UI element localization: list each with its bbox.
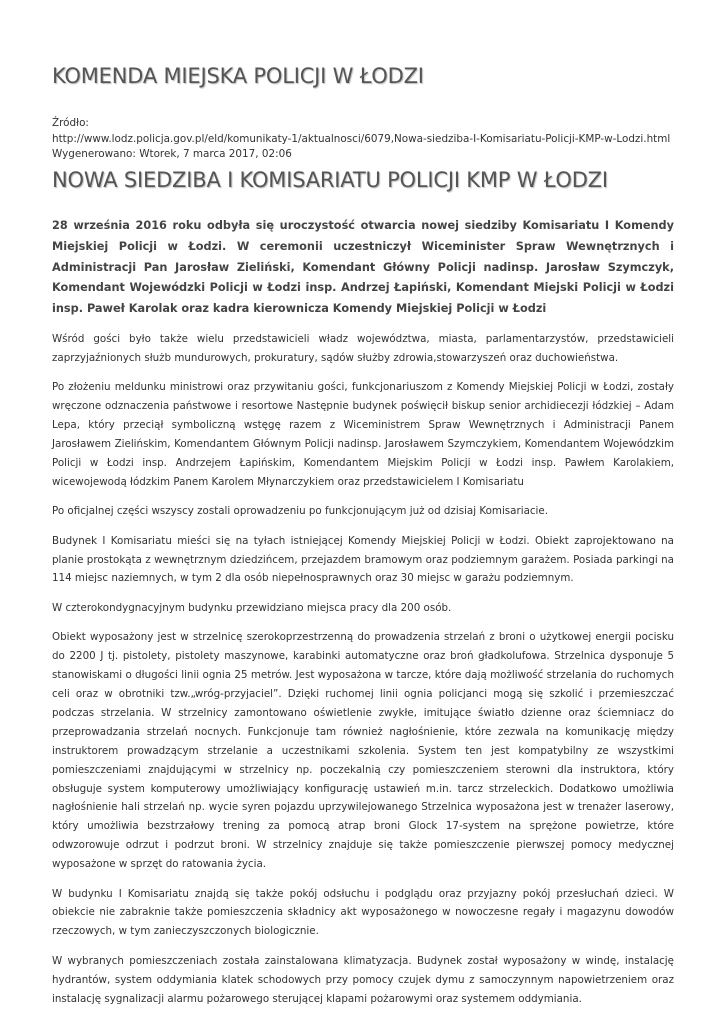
source-label: Źródło:	[52, 117, 89, 129]
article-title: NOWA SIEDZIBA I KOMISARIATU POLICJI KMP W ŁODZI	[52, 168, 608, 192]
site-title: KOMENDA MIEJSKA POLICJI W ŁODZI	[52, 64, 424, 88]
source-url: http://www.lodz.policja.gov.pl/eld/komunikaty-1/aktualnosci/6079,Nowa-siedziba-I-Komisariatu-Policji-KMP-w-Lodzi.html	[52, 132, 671, 145]
article-lead: 28 września 2016 roku odbyła się uroczystość otwarcia nowej siedziby Komisariatu I Komendy Miejskiej Policji w Łodzi. W ceremonii uczestniczył Wiceminister Spraw Wewnętrznych i Administracji Pan Jarosław Zieliński, Komendant Główny Policji nadinsp. Jarosław Szymczyk, Komendant Wojewódzki Policji w Łodzi insp. Andrzej Łapiński, Komendant Miejski Policji w Łodzi insp. Paweł Karolak oraz kadra kierownicza Komendy Miejskiej Policji w Łodzi	[52, 219, 674, 316]
paragraph: W budynku I Komisariatu znajdą się także pokój odsłuchu i podglądu oraz przyjazny pokój przesłuchań dzieci. W obiekcie nie zabraknie także pomieszczenia składnicy akt wyposażonego w nowoczesne regały i magazynu dowodów rzeczowych, w tym zanieczyszczonych biologicznie.	[52, 887, 674, 938]
paragraph: Po oficjalnej części wszyscy zostali oprowadzeniu po funkcjonującym już od dzisiaj Komisariacie.	[52, 505, 549, 518]
paragraph: Po złożeniu meldunku ministrowi oraz przywitaniu gości, funkcjonariuszom z Komendy Miejskiej Policji w Łodzi, zostały wręczone odznaczenia państwowe i resortowe Następnie budynek poświęcił biskup senior archidiecezji łódzkiej – Adam Lepa, który przeciął symboliczną wstęgę razem z Wiceministrem Spraw Wewnętrznych i Administracji Panem Jarosławem Zielińskim, Komendantem Głównym Policji nadinsp. Jarosławem Szymczykiem, Komendantem Wojewódzkim Policji w Łodzi insp. Andrzejem Łapińskim, Komendantem Miejskim Policji w Łodzi insp. Pawłem Karolakiem, wicewojewodą łódzkim Panem Karolem Młynarczykiem oraz przedstawicielem I Komisariatu	[52, 381, 674, 488]
paragraph: Budynek I Komisariatu mieści się na tyłach istniejącej Komendy Miejskiej Policji w Łodzi. Obiekt zaprojektowano na planie prostokąta z wewnętrznym dziedzińcem, przejazdem bramowym oraz podziemnym garażem. Posiada parkingi na 114 miejsc naziemnych, w tym 2 dla osób niepełnosprawnych oraz 30 miejsc w garażu podziemnym.	[52, 534, 674, 585]
paragraph: W wybranych pomieszczeniach została zainstalowana klimatyzacja. Budynek został wyposażony w windę, instalację hydrantów, system oddymiania klatek schodowych przy pomocy czujek dymu z samoczynnym napowietrzeniem oraz instalację sygnalizacji alarmu pożarowego sterującej klapami pożarowymi oraz systemem oddymiania.	[52, 954, 674, 1005]
article-body	[52, 330, 674, 1019]
paragraph: Wśród gości było także wielu przedstawicieli władz województwa, miasta, parlamentarzystów, przedstawicieli zaprzyjaźnionych służb mundurowych, prokuratury, sądów służby zdrowia,stowarzyszeń oraz duchowieństwa.	[52, 333, 674, 364]
generated-timestamp: Wygenerowano: Wtorek, 7 marca 2017, 02:06	[52, 148, 292, 160]
source-meta	[52, 116, 670, 163]
paragraph: W czterokondygnacyjnym budynku przewidziano miejsca pracy dla 200 osób.	[52, 601, 452, 614]
paragraph: Obiekt wyposażony jest w strzelnicę szerokoprzestrzenną do prowadzenia strzelań z broni o użytkowej energii pocisku do 2200 J tj. pistolety, pistolety maszynowe, karabinki automatyczne oraz broń gładkolufowa. Strzelnica dysponuje 5 stanowiskami o długości linii ognia 25 metrów. Jest wyposażona w tarcze, które dają możliwość strzelania do ruchomych celi oraz w obrotniki tzw.„wróg-przyjaciel”. Dzięki ruchomej linii ognia policjanci mogą się szkolić i przemieszczać podczas strzelania. W strzelnicy zamontowano oświetlenie zwykłe, imitujące światło dzienne oraz ściemniacz do przeprowadzania strzelań nocnych. Funkcjonuje tam również nagłośnienie, które zezwala na komunikację między instruktorem prowadzącym strzelanie a uczestnikami szkolenia. System ten jest kompatybilny ze wszystkimi pomieszczeniami znajdującymi w strzelnicy np. poczekalnią czy pomieszczeniem sterowni dla instruktora, który obsługuje system komputerowy umożliwiający konfigurację ustawień m.in. tarcz strzeleckich. Dodatkowo umożliwia nagłośnienie hali strzelań np. wycie syren pojazdu uprzywilejowanego Strzelnica wyposażona jest w trenażer laserowy, który umożliwia bezstrzałowy trening za pomocą atrap broni Glock 17-system na sprężone powietrze, które odwzorowuje odrzut i podrzut broni. W strzelnicy znajduje się także pomieszczenie pierwszej pomocy medycznej wyposażone w sprzęt do ratowania życia.	[52, 631, 674, 871]
